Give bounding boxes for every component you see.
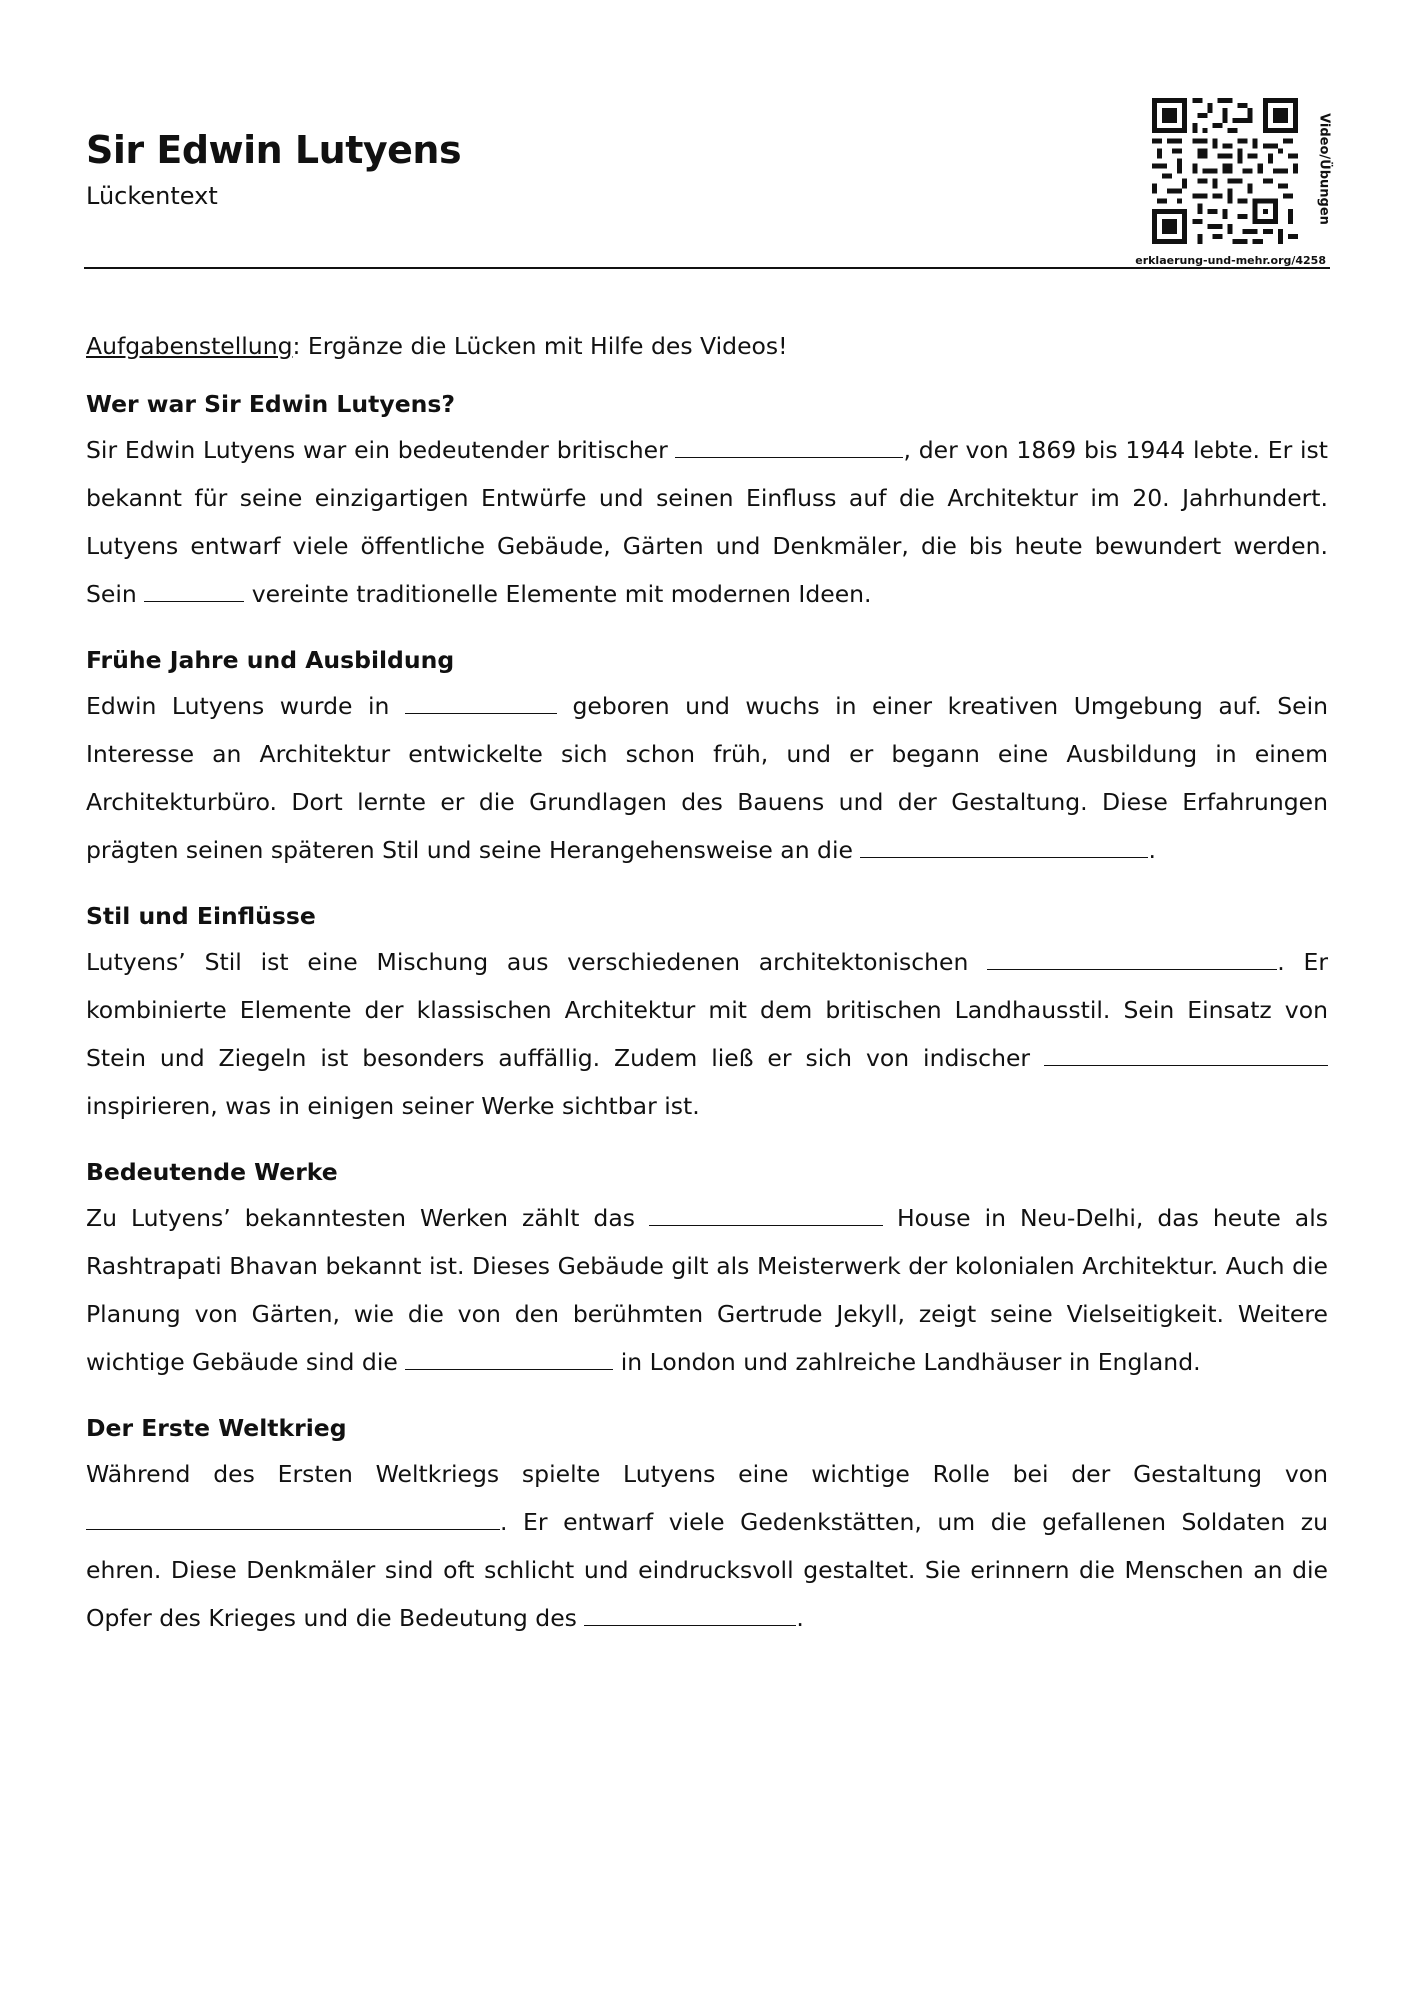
- qr-code-icon: [1152, 98, 1298, 244]
- section-paragraph: Sir Edwin Lutyens war ein bedeutender britischer , der von 1869 bis 1944 lebte. Er ist bekannt für seine einzigartigen Entwürfe und seinen Einfluss auf die Architektur im 20. Jahrhundert. Lutyens entwarf viele öffentliche Gebäude, Gärten und Denkmäler, die bis heute bewundert werden. Sein vereinte traditionelle Elemente mit modernen Ideen.: [86, 436, 1328, 608]
- section-heading: Der Erste Weltkrieg: [86, 1414, 347, 1442]
- section-heading: Bedeutende Werke: [86, 1158, 338, 1186]
- qr-caption: Video/Übungen: [1316, 113, 1332, 225]
- gap-blank[interactable]: [987, 949, 1277, 970]
- task-text: : Ergänze die Lücken mit Hilfe des Videos!: [292, 332, 788, 360]
- section-heading: Frühe Jahre und Ausbildung: [86, 646, 455, 674]
- task-label: Aufgabenstellung: [86, 332, 293, 360]
- source-url: erklaerung-und-mehr.org/4258: [1135, 254, 1326, 267]
- gap-blank[interactable]: [675, 437, 903, 458]
- gap-blank[interactable]: [405, 693, 557, 714]
- section-heading: Stil und Einflüsse: [86, 902, 316, 930]
- gap-blank[interactable]: [584, 1605, 796, 1626]
- gap-blank[interactable]: [649, 1205, 883, 1226]
- header-divider: [84, 267, 1330, 269]
- page-subtitle: Lückentext: [86, 182, 218, 210]
- gap-blank[interactable]: [86, 1509, 500, 1530]
- worksheet-body: [86, 322, 1328, 1662]
- section-paragraph: Während des Ersten Weltkriegs spielte Lutyens eine wichtige Rolle bei der Gestaltung von . Er entwarf viele Gedenkstätten, um die gefallenen Soldaten zu ehren. Diese Denkmäler sind oft schlicht und eindrucksvoll gestaltet. Sie erinnern die Menschen an die Opfer des Krieges und die Bedeutung des .: [86, 1460, 1328, 1632]
- section-paragraph: Lutyens’ Stil ist eine Mischung aus verschiedenen architektonischen . Er kombinierte Elemente der klassischen Architektur mit dem britischen Landhausstil. Sein Einsatz von Stein und Ziegeln ist besonders auffällig. Zudem ließ er sich von indischer inspirieren, was in einigen seiner Werke sichtbar ist.: [86, 948, 1328, 1120]
- gap-blank[interactable]: [144, 581, 244, 602]
- gap-blank[interactable]: [1044, 1045, 1328, 1066]
- gap-blank[interactable]: [860, 837, 1148, 858]
- gap-blank[interactable]: [405, 1349, 613, 1370]
- section-paragraph: Zu Lutyens’ bekanntesten Werken zählt das House in Neu-Delhi, das heute als Rashtrapati Bhavan bekannt ist. Dieses Gebäude gilt als Meisterwerk der kolonialen Architektur. Auch die Planung von Gärten, wie die von den berühmten Gertrude Jekyll, zeigt seine Vielseitigkeit. Weitere wichtige Gebäude sind die in London und zahlreiche Landhäuser in England.: [86, 1204, 1328, 1376]
- task-instruction: [86, 322, 1328, 370]
- section-heading: Wer war Sir Edwin Lutyens?: [86, 390, 455, 418]
- page-title: Sir Edwin Lutyens: [86, 128, 462, 172]
- section-paragraph: Edwin Lutyens wurde in geboren und wuchs in einer kreativen Umgebung auf. Sein Interesse an Architektur entwickelte sich schon früh, und er begann eine Ausbildung in einem Architekturbüro. Dort lernte er die Grundlagen des Bauens und der Gestaltung. Diese Erfahrungen prägten seinen späteren Stil und seine Herangehensweise an die .: [86, 692, 1328, 864]
